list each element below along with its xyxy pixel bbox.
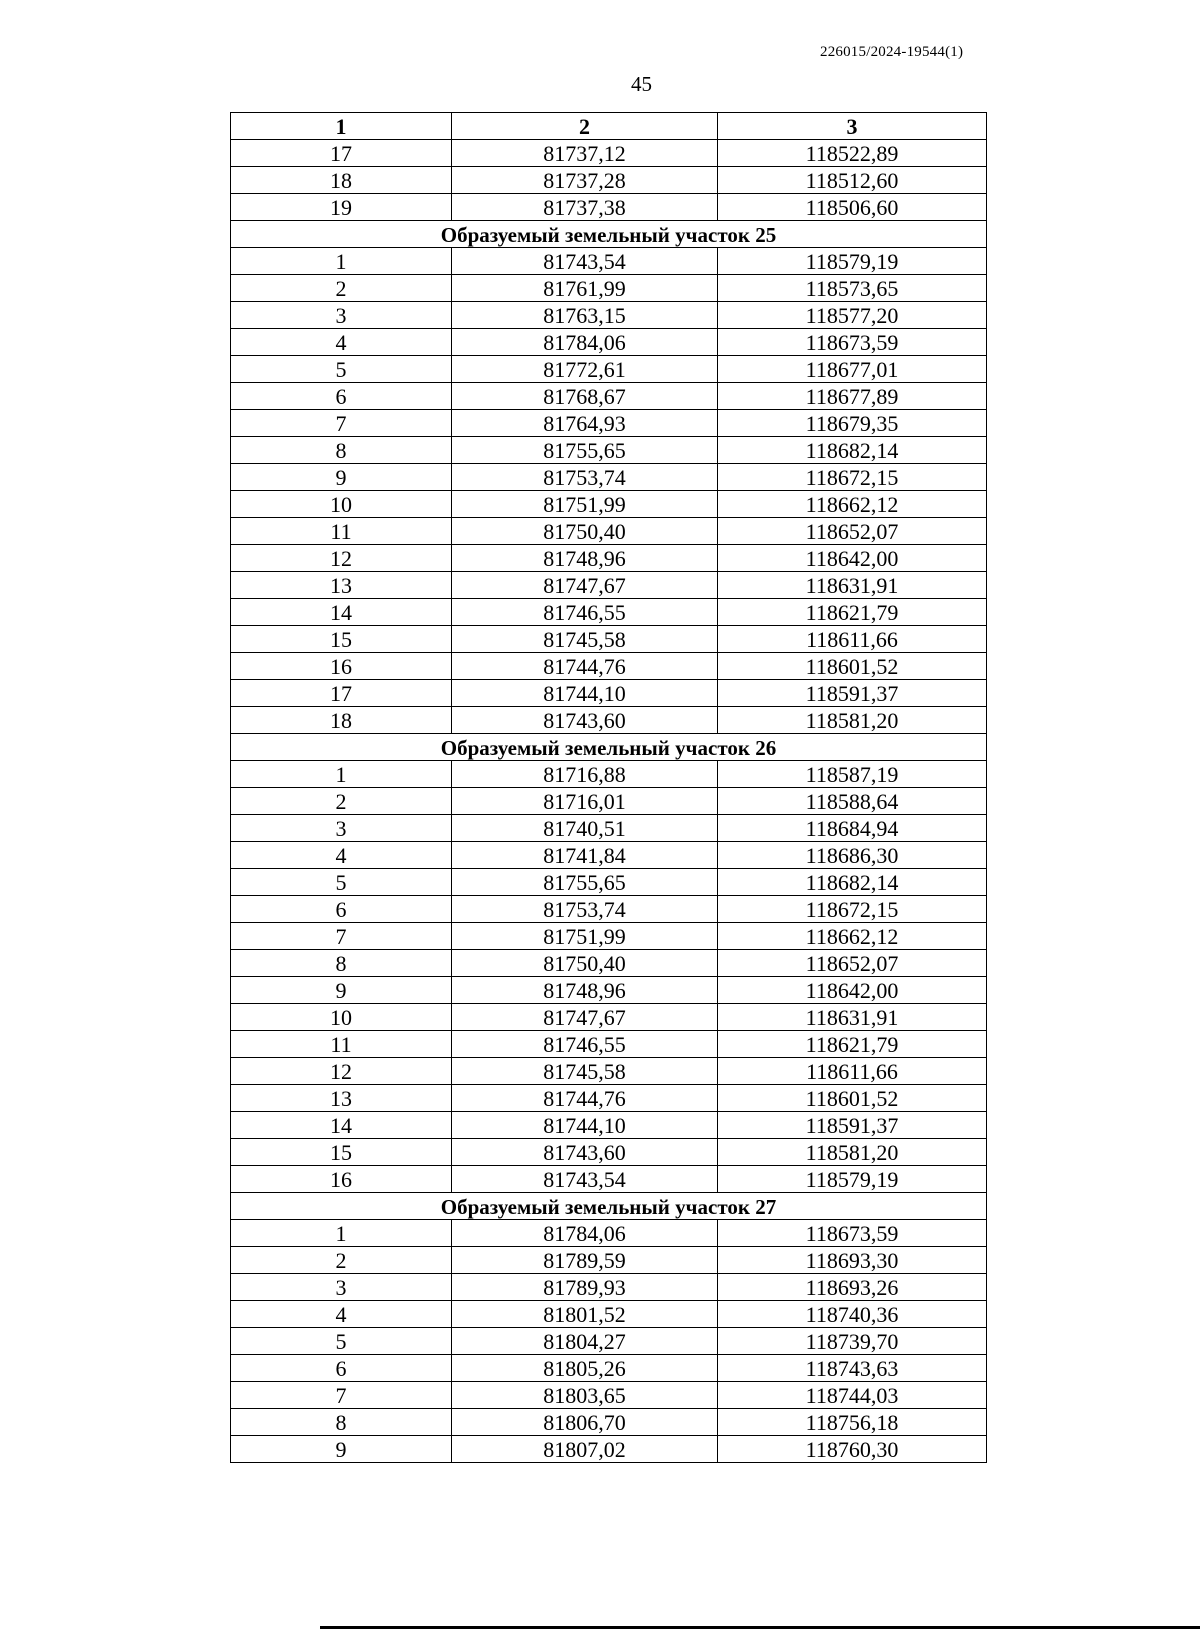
point-number-cell: 18 [231, 167, 452, 194]
table-header-row [231, 113, 987, 140]
y-coordinate-cell: 118631,91 [718, 572, 987, 599]
point-number-cell: 10 [231, 491, 452, 518]
y-coordinate-cell: 118579,19 [718, 248, 987, 275]
point-number-cell: 8 [231, 950, 452, 977]
x-coordinate-cell: 81741,84 [452, 842, 718, 869]
table-row [231, 545, 987, 572]
y-coordinate-cell: 118760,30 [718, 1436, 987, 1463]
point-number-cell: 12 [231, 1058, 452, 1085]
x-coordinate-cell: 81772,61 [452, 356, 718, 383]
section-heading-row [231, 734, 987, 761]
table-row [231, 167, 987, 194]
table-row [231, 1112, 987, 1139]
column-header-x: 2 [452, 113, 718, 140]
point-number-cell: 9 [231, 977, 452, 1004]
x-coordinate-cell: 81806,70 [452, 1409, 718, 1436]
x-coordinate-cell: 81744,10 [452, 1112, 718, 1139]
table-row [231, 572, 987, 599]
point-number-cell: 3 [231, 1274, 452, 1301]
y-coordinate-cell: 118512,60 [718, 167, 987, 194]
y-coordinate-cell: 118591,37 [718, 680, 987, 707]
point-number-cell: 9 [231, 464, 452, 491]
x-coordinate-cell: 81737,12 [452, 140, 718, 167]
point-number-cell: 2 [231, 788, 452, 815]
table-row [231, 302, 987, 329]
y-coordinate-cell: 118642,00 [718, 545, 987, 572]
y-coordinate-cell: 118587,19 [718, 761, 987, 788]
point-number-cell: 17 [231, 140, 452, 167]
y-coordinate-cell: 118522,89 [718, 140, 987, 167]
y-coordinate-cell: 118611,66 [718, 1058, 987, 1085]
table-row [231, 653, 987, 680]
table-row [231, 356, 987, 383]
y-coordinate-cell: 118631,91 [718, 1004, 987, 1031]
x-coordinate-cell: 81755,65 [452, 437, 718, 464]
point-number-cell: 19 [231, 194, 452, 221]
x-coordinate-cell: 81716,88 [452, 761, 718, 788]
y-coordinate-cell: 118601,52 [718, 653, 987, 680]
x-coordinate-cell: 81743,54 [452, 248, 718, 275]
y-coordinate-cell: 118739,70 [718, 1328, 987, 1355]
y-coordinate-cell: 118652,07 [718, 950, 987, 977]
table-row [231, 437, 987, 464]
x-coordinate-cell: 81743,60 [452, 707, 718, 734]
section-heading-row [231, 1193, 987, 1220]
table-row [231, 923, 987, 950]
point-number-cell: 16 [231, 1166, 452, 1193]
point-number-cell: 8 [231, 1409, 452, 1436]
table-row [231, 410, 987, 437]
point-number-cell: 13 [231, 1085, 452, 1112]
section-heading: Образуемый земельный участок 27 [231, 1193, 987, 1220]
y-coordinate-cell: 118693,26 [718, 1274, 987, 1301]
table-row [231, 1139, 987, 1166]
x-coordinate-cell: 81716,01 [452, 788, 718, 815]
y-coordinate-cell: 118591,37 [718, 1112, 987, 1139]
x-coordinate-cell: 81784,06 [452, 329, 718, 356]
point-number-cell: 6 [231, 1355, 452, 1382]
point-number-cell: 18 [231, 707, 452, 734]
table-row [231, 761, 987, 788]
x-coordinate-cell: 81755,65 [452, 869, 718, 896]
x-coordinate-cell: 81744,10 [452, 680, 718, 707]
y-coordinate-cell: 118581,20 [718, 707, 987, 734]
point-number-cell: 1 [231, 761, 452, 788]
table-row [231, 1274, 987, 1301]
x-coordinate-cell: 81784,06 [452, 1220, 718, 1247]
x-coordinate-cell: 81803,65 [452, 1382, 718, 1409]
point-number-cell: 11 [231, 518, 452, 545]
x-coordinate-cell: 81750,40 [452, 518, 718, 545]
table-row [231, 1247, 987, 1274]
table-row [231, 1058, 987, 1085]
table-row [231, 599, 987, 626]
y-coordinate-cell: 118673,59 [718, 1220, 987, 1247]
y-coordinate-cell: 118601,52 [718, 1085, 987, 1112]
table-row [231, 518, 987, 545]
y-coordinate-cell: 118577,20 [718, 302, 987, 329]
table-row [231, 1004, 987, 1031]
y-coordinate-cell: 118679,35 [718, 410, 987, 437]
point-number-cell: 6 [231, 896, 452, 923]
table-row [231, 383, 987, 410]
table-row [231, 950, 987, 977]
y-coordinate-cell: 118588,64 [718, 788, 987, 815]
x-coordinate-cell: 81737,28 [452, 167, 718, 194]
y-coordinate-cell: 118740,36 [718, 1301, 987, 1328]
y-coordinate-cell: 118693,30 [718, 1247, 987, 1274]
point-number-cell: 14 [231, 1112, 452, 1139]
x-coordinate-cell: 81746,55 [452, 1031, 718, 1058]
table-row [231, 1436, 987, 1463]
x-coordinate-cell: 81789,59 [452, 1247, 718, 1274]
x-coordinate-cell: 81761,99 [452, 275, 718, 302]
y-coordinate-cell: 118672,15 [718, 896, 987, 923]
x-coordinate-cell: 81748,96 [452, 977, 718, 1004]
x-coordinate-cell: 81801,52 [452, 1301, 718, 1328]
y-coordinate-cell: 118662,12 [718, 491, 987, 518]
table-row [231, 248, 987, 275]
table-row [231, 896, 987, 923]
y-coordinate-cell: 118677,01 [718, 356, 987, 383]
x-coordinate-cell: 81748,96 [452, 545, 718, 572]
x-coordinate-cell: 81740,51 [452, 815, 718, 842]
point-number-cell: 4 [231, 842, 452, 869]
point-number-cell: 11 [231, 1031, 452, 1058]
y-coordinate-cell: 118506,60 [718, 194, 987, 221]
y-coordinate-cell: 118611,66 [718, 626, 987, 653]
page-number: 45 [631, 72, 652, 96]
x-coordinate-cell: 81805,26 [452, 1355, 718, 1382]
table-row [231, 1220, 987, 1247]
y-coordinate-cell: 118744,03 [718, 1382, 987, 1409]
table-row [231, 1166, 987, 1193]
x-coordinate-cell: 81746,55 [452, 599, 718, 626]
x-coordinate-cell: 81807,02 [452, 1436, 718, 1463]
y-coordinate-cell: 118673,59 [718, 329, 987, 356]
x-coordinate-cell: 81753,74 [452, 464, 718, 491]
table-row [231, 977, 987, 1004]
point-number-cell: 1 [231, 1220, 452, 1247]
point-number-cell: 6 [231, 383, 452, 410]
point-number-cell: 8 [231, 437, 452, 464]
x-coordinate-cell: 81753,74 [452, 896, 718, 923]
point-number-cell: 3 [231, 302, 452, 329]
point-number-cell: 7 [231, 410, 452, 437]
table-row [231, 1031, 987, 1058]
point-number-cell: 2 [231, 1247, 452, 1274]
y-coordinate-cell: 118686,30 [718, 842, 987, 869]
x-coordinate-cell: 81745,58 [452, 1058, 718, 1085]
table-row [231, 194, 987, 221]
point-number-cell: 7 [231, 1382, 452, 1409]
y-coordinate-cell: 118672,15 [718, 464, 987, 491]
table-row [231, 1382, 987, 1409]
y-coordinate-cell: 118621,79 [718, 599, 987, 626]
x-coordinate-cell: 81764,93 [452, 410, 718, 437]
table-row [231, 815, 987, 842]
y-coordinate-cell: 118579,19 [718, 1166, 987, 1193]
y-coordinate-cell: 118621,79 [718, 1031, 987, 1058]
table-row [231, 1301, 987, 1328]
y-coordinate-cell: 118581,20 [718, 1139, 987, 1166]
x-coordinate-cell: 81737,38 [452, 194, 718, 221]
section-heading-row [231, 221, 987, 248]
table-row [231, 1409, 987, 1436]
point-number-cell: 2 [231, 275, 452, 302]
table-row [231, 140, 987, 167]
x-coordinate-cell: 81763,15 [452, 302, 718, 329]
table-row [231, 491, 987, 518]
x-coordinate-cell: 81747,67 [452, 1004, 718, 1031]
point-number-cell: 4 [231, 329, 452, 356]
point-number-cell: 5 [231, 869, 452, 896]
x-coordinate-cell: 81751,99 [452, 923, 718, 950]
point-number-cell: 16 [231, 653, 452, 680]
column-header-y: 3 [718, 113, 987, 140]
point-number-cell: 13 [231, 572, 452, 599]
x-coordinate-cell: 81804,27 [452, 1328, 718, 1355]
coordinates-table [230, 112, 987, 1463]
table-row [231, 275, 987, 302]
point-number-cell: 5 [231, 356, 452, 383]
y-coordinate-cell: 118573,65 [718, 275, 987, 302]
scan-bottom-edge [320, 1626, 1200, 1629]
column-header-point-number: 1 [231, 113, 452, 140]
point-number-cell: 3 [231, 815, 452, 842]
table-row [231, 464, 987, 491]
table-row [231, 707, 987, 734]
y-coordinate-cell: 118642,00 [718, 977, 987, 1004]
section-heading: Образуемый земельный участок 26 [231, 734, 987, 761]
x-coordinate-cell: 81744,76 [452, 1085, 718, 1112]
table-row [231, 329, 987, 356]
coordinates-table-body [231, 113, 987, 1463]
y-coordinate-cell: 118743,63 [718, 1355, 987, 1382]
y-coordinate-cell: 118652,07 [718, 518, 987, 545]
point-number-cell: 17 [231, 680, 452, 707]
y-coordinate-cell: 118682,14 [718, 869, 987, 896]
x-coordinate-cell: 81750,40 [452, 950, 718, 977]
x-coordinate-cell: 81743,54 [452, 1166, 718, 1193]
x-coordinate-cell: 81745,58 [452, 626, 718, 653]
table-row [231, 869, 987, 896]
document-registration-number: 226015/2024-19544(1) [820, 44, 964, 60]
point-number-cell: 14 [231, 599, 452, 626]
x-coordinate-cell: 81747,67 [452, 572, 718, 599]
table-row [231, 1328, 987, 1355]
x-coordinate-cell: 81743,60 [452, 1139, 718, 1166]
table-row [231, 788, 987, 815]
point-number-cell: 1 [231, 248, 452, 275]
point-number-cell: 15 [231, 626, 452, 653]
x-coordinate-cell: 81751,99 [452, 491, 718, 518]
table-row [231, 626, 987, 653]
y-coordinate-cell: 118662,12 [718, 923, 987, 950]
y-coordinate-cell: 118677,89 [718, 383, 987, 410]
table-row [231, 842, 987, 869]
point-number-cell: 4 [231, 1301, 452, 1328]
point-number-cell: 10 [231, 1004, 452, 1031]
table-row [231, 1355, 987, 1382]
table-row [231, 680, 987, 707]
point-number-cell: 15 [231, 1139, 452, 1166]
point-number-cell: 12 [231, 545, 452, 572]
y-coordinate-cell: 118684,94 [718, 815, 987, 842]
point-number-cell: 5 [231, 1328, 452, 1355]
y-coordinate-cell: 118756,18 [718, 1409, 987, 1436]
table-row [231, 1085, 987, 1112]
point-number-cell: 9 [231, 1436, 452, 1463]
point-number-cell: 7 [231, 923, 452, 950]
x-coordinate-cell: 81789,93 [452, 1274, 718, 1301]
section-heading: Образуемый земельный участок 25 [231, 221, 987, 248]
x-coordinate-cell: 81768,67 [452, 383, 718, 410]
x-coordinate-cell: 81744,76 [452, 653, 718, 680]
y-coordinate-cell: 118682,14 [718, 437, 987, 464]
